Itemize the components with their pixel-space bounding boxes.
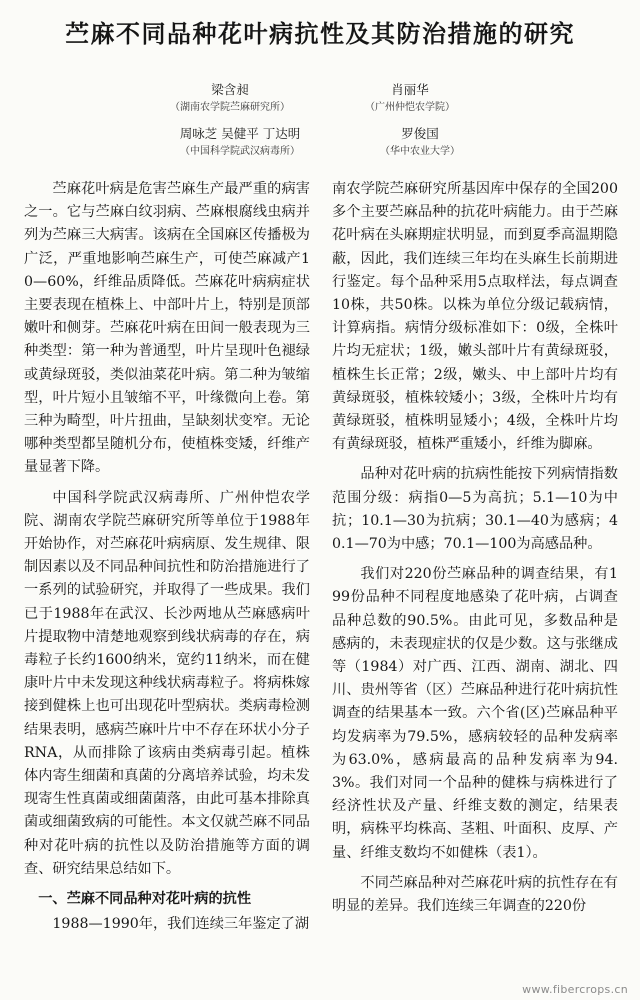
author-name: 肖丽华: [391, 82, 429, 97]
author-affiliation: （广州仲恺农学院）: [365, 102, 455, 113]
section-heading: 一、苎麻不同品种对花叶病的抗性: [38, 891, 252, 908]
author-name: 罗俊国: [401, 126, 439, 141]
body-paragraph: 不同苎麻品种对苎麻花叶病的抗性存在有明显的差异。我们连续三年调查的220份: [332, 874, 618, 915]
body-paragraph: 中国科学院武汉病毒所、广州仲恺农学院、湖南农学院苎麻研究所等单位于1988年开始协作，对苎麻花叶病病原、发生规律、限制因素以及不同品种间抗性和防治措施进行了一系列的试验研究，并取得了一些成果。我们已于1988年在武汉、长沙两地从苎麻感病叶片提取物中清楚地观察到线状病毒的存在，病毒粒子长约1600纳米，宽约11纳米，而在健康叶片中未发现这种线状病毒粒子。将病株嫁接到健株上也可出现花叶型病状。类病毒检测结果表明，感病苎麻叶片中不存在环状小分子RNA，从而排除了该病由类病毒引起。植株体内寄生细菌和真菌的分离培养试验，均未发现寄生性真菌或细菌菌落，由此可基本排除真菌或细菌致病的可能性。本文仅就苎麻不同品种对花叶病的抗性以及防治措施等方面的调查、研究结果总结如下。: [24, 489, 310, 877]
body-paragraph: 1988—1990年，我们连续三年鉴定了湖: [52, 916, 310, 933]
body-paragraph: 品种对花叶病的抗病性能按下列病情指数范围分级：病指0—5为高抗；5.1—10为中抗；10.1—30为抗病；30.1—40为感病；40.1—70为中感；70.1—100为高感品种。: [332, 466, 618, 553]
author-affiliation: （华中农业大学）: [380, 146, 460, 157]
paper-title: 苎麻不同品种花叶病抗性及其防治措施的研究: [65, 20, 575, 48]
author-name: 周咏芝 吴健平 丁达明: [179, 126, 301, 141]
author-affiliation: （湖南农学院苎麻研究所）: [170, 102, 290, 113]
body-paragraph: 苎麻花叶病是危害苎麻生产最严重的病害之一。它与苎麻白纹羽病、苎麻根腐线虫病并列为苎麻三大病害。该病在全国麻区传播极为广泛，严重地影响苎麻生产，可使苎麻减产10—60%，纤维品质降低。苎麻花叶病病症状主要表现在植株上、中部叶片上，特别是顶部嫩叶和侧芽。苎麻花叶病在田间一般表现为三种类型：第一种为普通型，叶片呈现叶色褪绿或黄绿斑驳，类似油菜花叶病。第二种为皱缩型，叶片短小且皱缩不平，叶缘微向上卷。第三种为畸型，叶片扭曲，呈缺刻状变窄。无论哪种类型都呈随机分布，使植株变矮，纤维产量显著下降。: [24, 181, 310, 476]
author-affiliation: （中国科学院武汉病毒所）: [180, 146, 300, 157]
watermark: www.fibercrops.cn: [522, 983, 628, 996]
left-column: [24, 178, 310, 943]
right-column: [332, 178, 618, 925]
body-paragraph: 南农学院苎麻研究所基因库中保存的全国200多个主要苎麻品种的抗花叶病能力。由于苎麻花叶病在头麻期症状明显，而到夏季高温期隐蔽，因此，我们连续三年均在头麻生长前期进行鉴定。每个品种采用5点取样法，每点调查10株，共50株。以株为单位分级记载病情，计算病指。病情分级标准如下：0级，全株叶片均无症状；1级，嫩头部叶片有黄绿斑驳，植株生长正常；2级，嫩头、中上部叶片均有黄绿斑驳，植株较矮小；3级，全株叶片均有黄绿斑驳，植株明显矮小；4级，全株叶片均有黄绿斑驳，植株严重矮小，纤维为脚麻。: [332, 181, 618, 453]
author-name: 梁含昶: [211, 82, 249, 97]
body-paragraph: 我们对220份苎麻品种的调查结果，有199份品种不同程度地感染了花叶病，占调查品种总数的90.5%。由此可见，多数品种是感病的，未表现症状的仅是少数。这与张继成等（1984）对广西、江西、湖南、湖北、四川、贵州等省（区）苎麻品种进行花叶病抗性调查的结果基本一致。六个省(区)苎麻品种平均发病率为79.5%，感病较轻的品种发病率为63.0%，感病最高的品种发病率为94.3%。我们对同一个品种的健株与病株进行了经济性状及产量、纤维支数的测定，结果表明，病株平均株高、茎粗、叶面积、皮厚、产量、纤维支数均不如健株（表1）。: [332, 566, 618, 861]
